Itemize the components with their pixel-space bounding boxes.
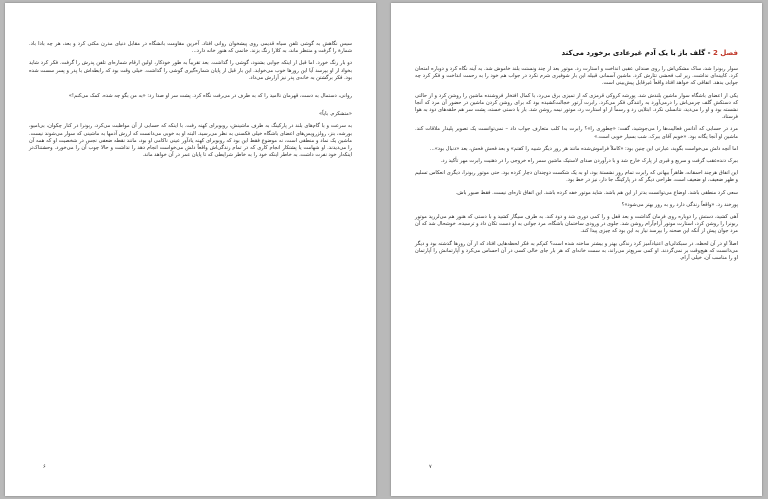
paragraph: ببرک دنده‌عقب گرفت و سریع و قبری از پارک خارج شد و با درآوردن صدای لاستیک ماشین سمر راه خروجی را در ذهنیت رابرت مهر تأکید زد. — [440, 158, 738, 165]
right-page-body — [415, 49, 738, 267]
paragraph: یکی از اعضای باشگاه سوار ماشین بلندش شد. پورشه کروکی قرمزی که از تمیزی برق می‌زد، با کمال افتخار فروشنده ماشین را روشن کرد و از حالتی که دستکش گلف چرمی‌اش را درمی‌آورد به رانندگی فکر می‌کرد. رابرت آرتور خجالت‌کشیده بود که برای روشن کردن ماشین در حضور آن مرد که آنجا نشسته بود و او را می‌دید، نتانسلی نکرد. ابتلایی زد و رسماً از او استارت زد، موتور نیمه روشن شد. باز با دستی خسته، پشت سر هم حلقه‌های دود به هوا فرستاد. — [415, 92, 738, 121]
paragraph: اصلاً او در آن لحظه، در سبکدلی‌ای اعتیادآمیز کرد زندگی بهتر و بیشتر ساخته شده است؟ کم‌کم به فکر لحظه‌هایی افتاد که از آن روزها گذشته بود و دیگر می‌دانست که هیچ‌وقت بر نمی‌گردند. او کمی سریع‌تر می‌راند، به سمت خانه‌ای که هر بار جای خالی کسی در آن احساس می‌کرد و آپارتمانش را آپارتمان او را مناسب آن، خیلی آرام. — [415, 240, 738, 262]
paragraph: سیس نگاهش به گوشی تلفن سیاه قدیمی روی پیشخوان روانی افتاد. آخرین مقاومت بانشگاه در مقابل دنیای مدرن مکثی کرد و بعد، هر چه بادا باد. شمارهٔ را گرفت و منتظر ماند، به کلارا زنگ بزند. خانمی که هنوز خانه دارد... — [29, 41, 352, 55]
paragraph: مرد در حسابی که آذانس فعالیت‌ها را می‌جوشید، گفت: «چطوری را»؟ رابرت به‌ا کلب متعارف جواب داد – نمی‌توانست یک تصویر پلیدار ملاقات کند. ماشین او آنجا یگانه بود. «خوبم آقای ببرک. شب بسیار خوبی است.» — [415, 126, 738, 140]
paragraph: آهی کشید، دستش را دوباره روی فرمان گذاشت و بعد قفل و را کمی دوری شد و دود کند. به طرف سیگار کشید و با دستی که هنوز هم می‌لرزید موتور ربونرا را روشن کرد، استارت موتور آرام‌آرام روشن شد. جلوی در ورودی ساختمان باشگاه، مرد جوانی به او دست تکان داد و ترسیده. خوشحال شد که آن مرد جوان پیش از آنکه این صحنه را بپرسد نیاز به این بود که چیزی پیدا کند. — [415, 214, 738, 235]
page-number: ۶ — [43, 464, 46, 470]
paragraph: پوزخند زد. «واقعاً زندگی دارد رو به روز بهتر می‌شود»؟ — [621, 201, 738, 208]
paragraph: به سرعت و با گام‌های بلند در پارکینگ به طرف ماشینش، روبوبرای کهنه رفت. با اینکه که حسابی از آن مواظبت می‌کرد، ربونرا در کنار چکوان، بی‌امیو، بورشه، بنز، رولزرویس‌های اعضای باشگاه خیلی فکسنی به نظر می‌رسید. البته او به خوبی می‌دانست که ارزش آدمها به ماشینی که سوار می‌شوند نیست. ماشین یک نماد و منطقی است، نه موضوع فقط این بود که روبوبرای کهنه یادآور عینی ناکامی او بود، مانند نقطه ضعفی نجس در شخصیت او که همه آن را می‌دیدند. او شهامت یا پشتکار انجام کاری که در تمام زندگی‌اش واقعاً دلش می‌خواست انجام دهد را نداشت و حالا چوب آن را می‌خورد. وحشتناک‌تر اینکه‌از خود نفرت داشت، به خاطر اینکه خود را به خاطر شرایطی که تا پایان عمر در آن خواهد ماند. — [28, 123, 352, 159]
paragraph: این اتفاق هرچند احمقانه، ظاهراً بیهانی که رابرت تمام روز نشستهٔ بود، او به یک شکست دوچندان دچار کرده بود. حتی موتور ربونرا، دیگری انعکاس تسلیم و ظهر ضعیف، او ضعیف است، طراحی دیگر که در پارکینگ جا دار، نیز در خط بود. — [415, 170, 738, 184]
paragraph: سوار ربونرا شد، ساک مشکی‌اش را روی صندلی عقبی انداخت و استارت زد. موتور بعد از چند ونستت بلند خاموش شد. به آینه نگاه کرد و دوباره امتحان کرد. کابینه‌ای نداشت. زیر لب فحشی نثارش کرد. ماشین آسمانی قبیله این بار شوفیری شرم نکرد در جواب هم خود را به زحمت انداخت و فکر کرد چه جوابی بدهد. اتفاقی که خواهد افتاد واقعاً غیرقابل پیش‌بینی است. — [415, 66, 738, 87]
paragraph: دو بار زنگ خورد. اما قبل از اینکه جوابی بشنود، گوشی را گذاشت. بعد تقریباً به طور خودکار، اولین ارقام شماره‌ای تلفن پدرش را گرفت. فکر کرد شاید بخواد از او بپرسد آیا این روزها خوب می‌خوابد. این بار قبل از پایان شماره‌گیری گوشی را گذاشت. خیلی وقت بود که رابطه‌اش با پدر و پسر سست شده بود. فکر برگشتن به خانه‌ی پدر نیز آزارش می‌داد. — [29, 60, 352, 81]
chapter-heading — [415, 49, 738, 58]
left-page — [5, 3, 376, 496]
paragraph: «متشکرم. بایاً» — [319, 111, 352, 118]
chapter-number: فصل 2 — [712, 49, 738, 57]
paragraph: اما آنچه دلش می‌خواست بگوید، عبارتی این چنین بود: «کاملاً فراموش‌شده مانند هر روز دیگر شبیه را کفتم» و بعد فحش فحش، بعد «دنبال بود»... — [429, 145, 738, 152]
right-page — [391, 3, 762, 496]
paragraph: روانی، دستمال به دست، قهرمان ناامید را که به طرف در می‌رفت نگاه کرد. پشت سر او صدا زد: «به من بگو چه شده. کمک می‌کنم!» — [68, 93, 352, 100]
chapter-title: - گلف باز با یک آدم غیرعادی برخورد می‌کند — [561, 49, 713, 57]
paragraph: سعی کرد منطقی باشد. اوضاع می‌توانست بدتر از این هم باشد. شاید موتور خفه کرده باشد. این اتفاق تازه‌ای نیست. فقط صبور باش. — [455, 189, 738, 196]
left-page-body — [29, 41, 352, 164]
page-number: ۷ — [429, 464, 432, 470]
